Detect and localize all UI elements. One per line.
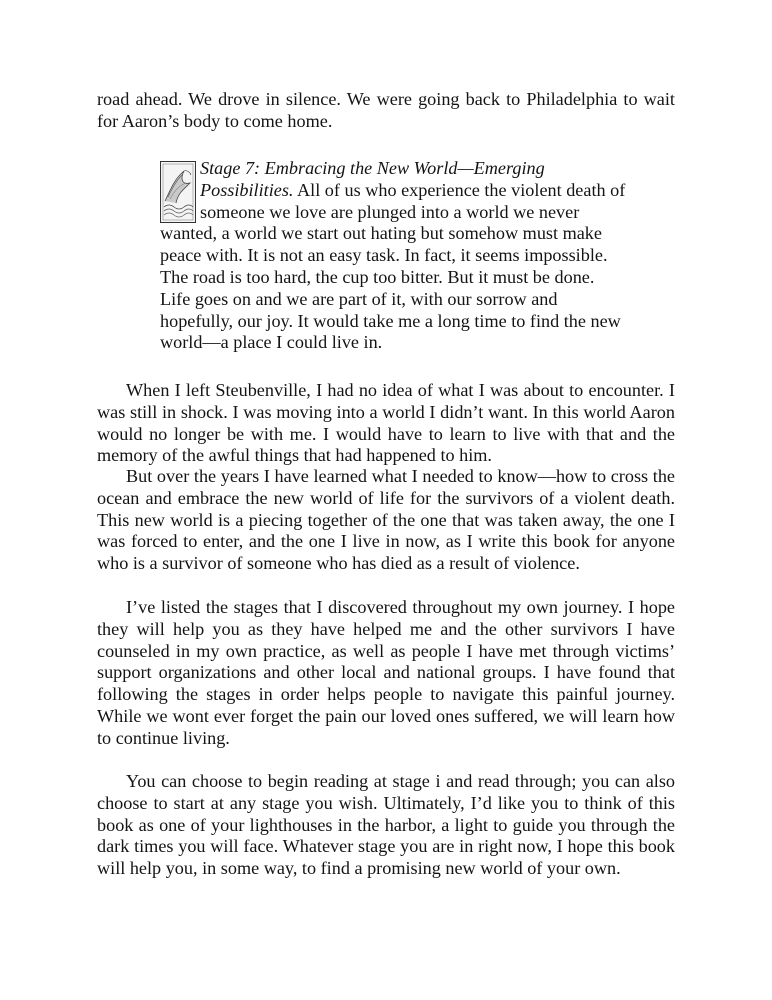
body-paragraph: I’ve listed the stages that I discovered throughout my own journey. I hope they will help you as they have helped me and the other survivors I have counseled in my own practice, as well as people I have met through victims’ support organizations and other local and national groups. I have found that following the stages in order helps people to navigate this painful journey. While we wont ever forget the pain our loved ones suffered, we will learn how to continue living.: [97, 597, 675, 748]
stage-body: All of us who experience the violent death of someone we love are plunged into a world we never wanted, a world we start out hating but somehow must make peace with. It is not an easy task. In fact, it seems impossible. The road is too hard, the cup too bitter. But it must be done. Life goes on and we are part of it, with our sorrow and hopefully, our joy. It would take me a long time to find the new world—a place I could live in.: [160, 179, 626, 353]
body-paragraph: But over the years I have learned what I needed to know—how to cross the ocean and embrace the new world of life for the survivors of a violent death. This new world is a piecing together of the one that was taken away, the one I was forced to enter, and the one I live in now, as I write this book for anyone who is a survivor of someone who has died as a result of violence.: [97, 466, 675, 574]
wave-emblem-icon: [160, 161, 196, 223]
intro-paragraph: road ahead. We drove in silence. We were going back to Philadelphia to wait for Aaron’s body to come home.: [97, 89, 675, 131]
body-paragraph: When I left Steubenville, I had no idea of what I was about to encounter. I was still in shock. I was moving into a world I didn’t want. In this world Aaron would no longer be with me. I would have to learn to live with that and the memory of the awful things that had happened to him.: [97, 380, 675, 466]
stage-title: Stage 7: Embracing the New World—Emerging Possibilities.: [200, 158, 545, 200]
body-paragraph: You can choose to begin reading at stage i and read through; you can also choose to start at any stage you wish. Ultimately, I’d like you to think of this book as one of your lighthouses in the harbor, a light to guide you through the dark times you will face. Whatever stage you are in right now, I hope this book will help you, in some way, to find a promising new world of your own.: [97, 771, 675, 879]
stage-block: [160, 158, 628, 354]
